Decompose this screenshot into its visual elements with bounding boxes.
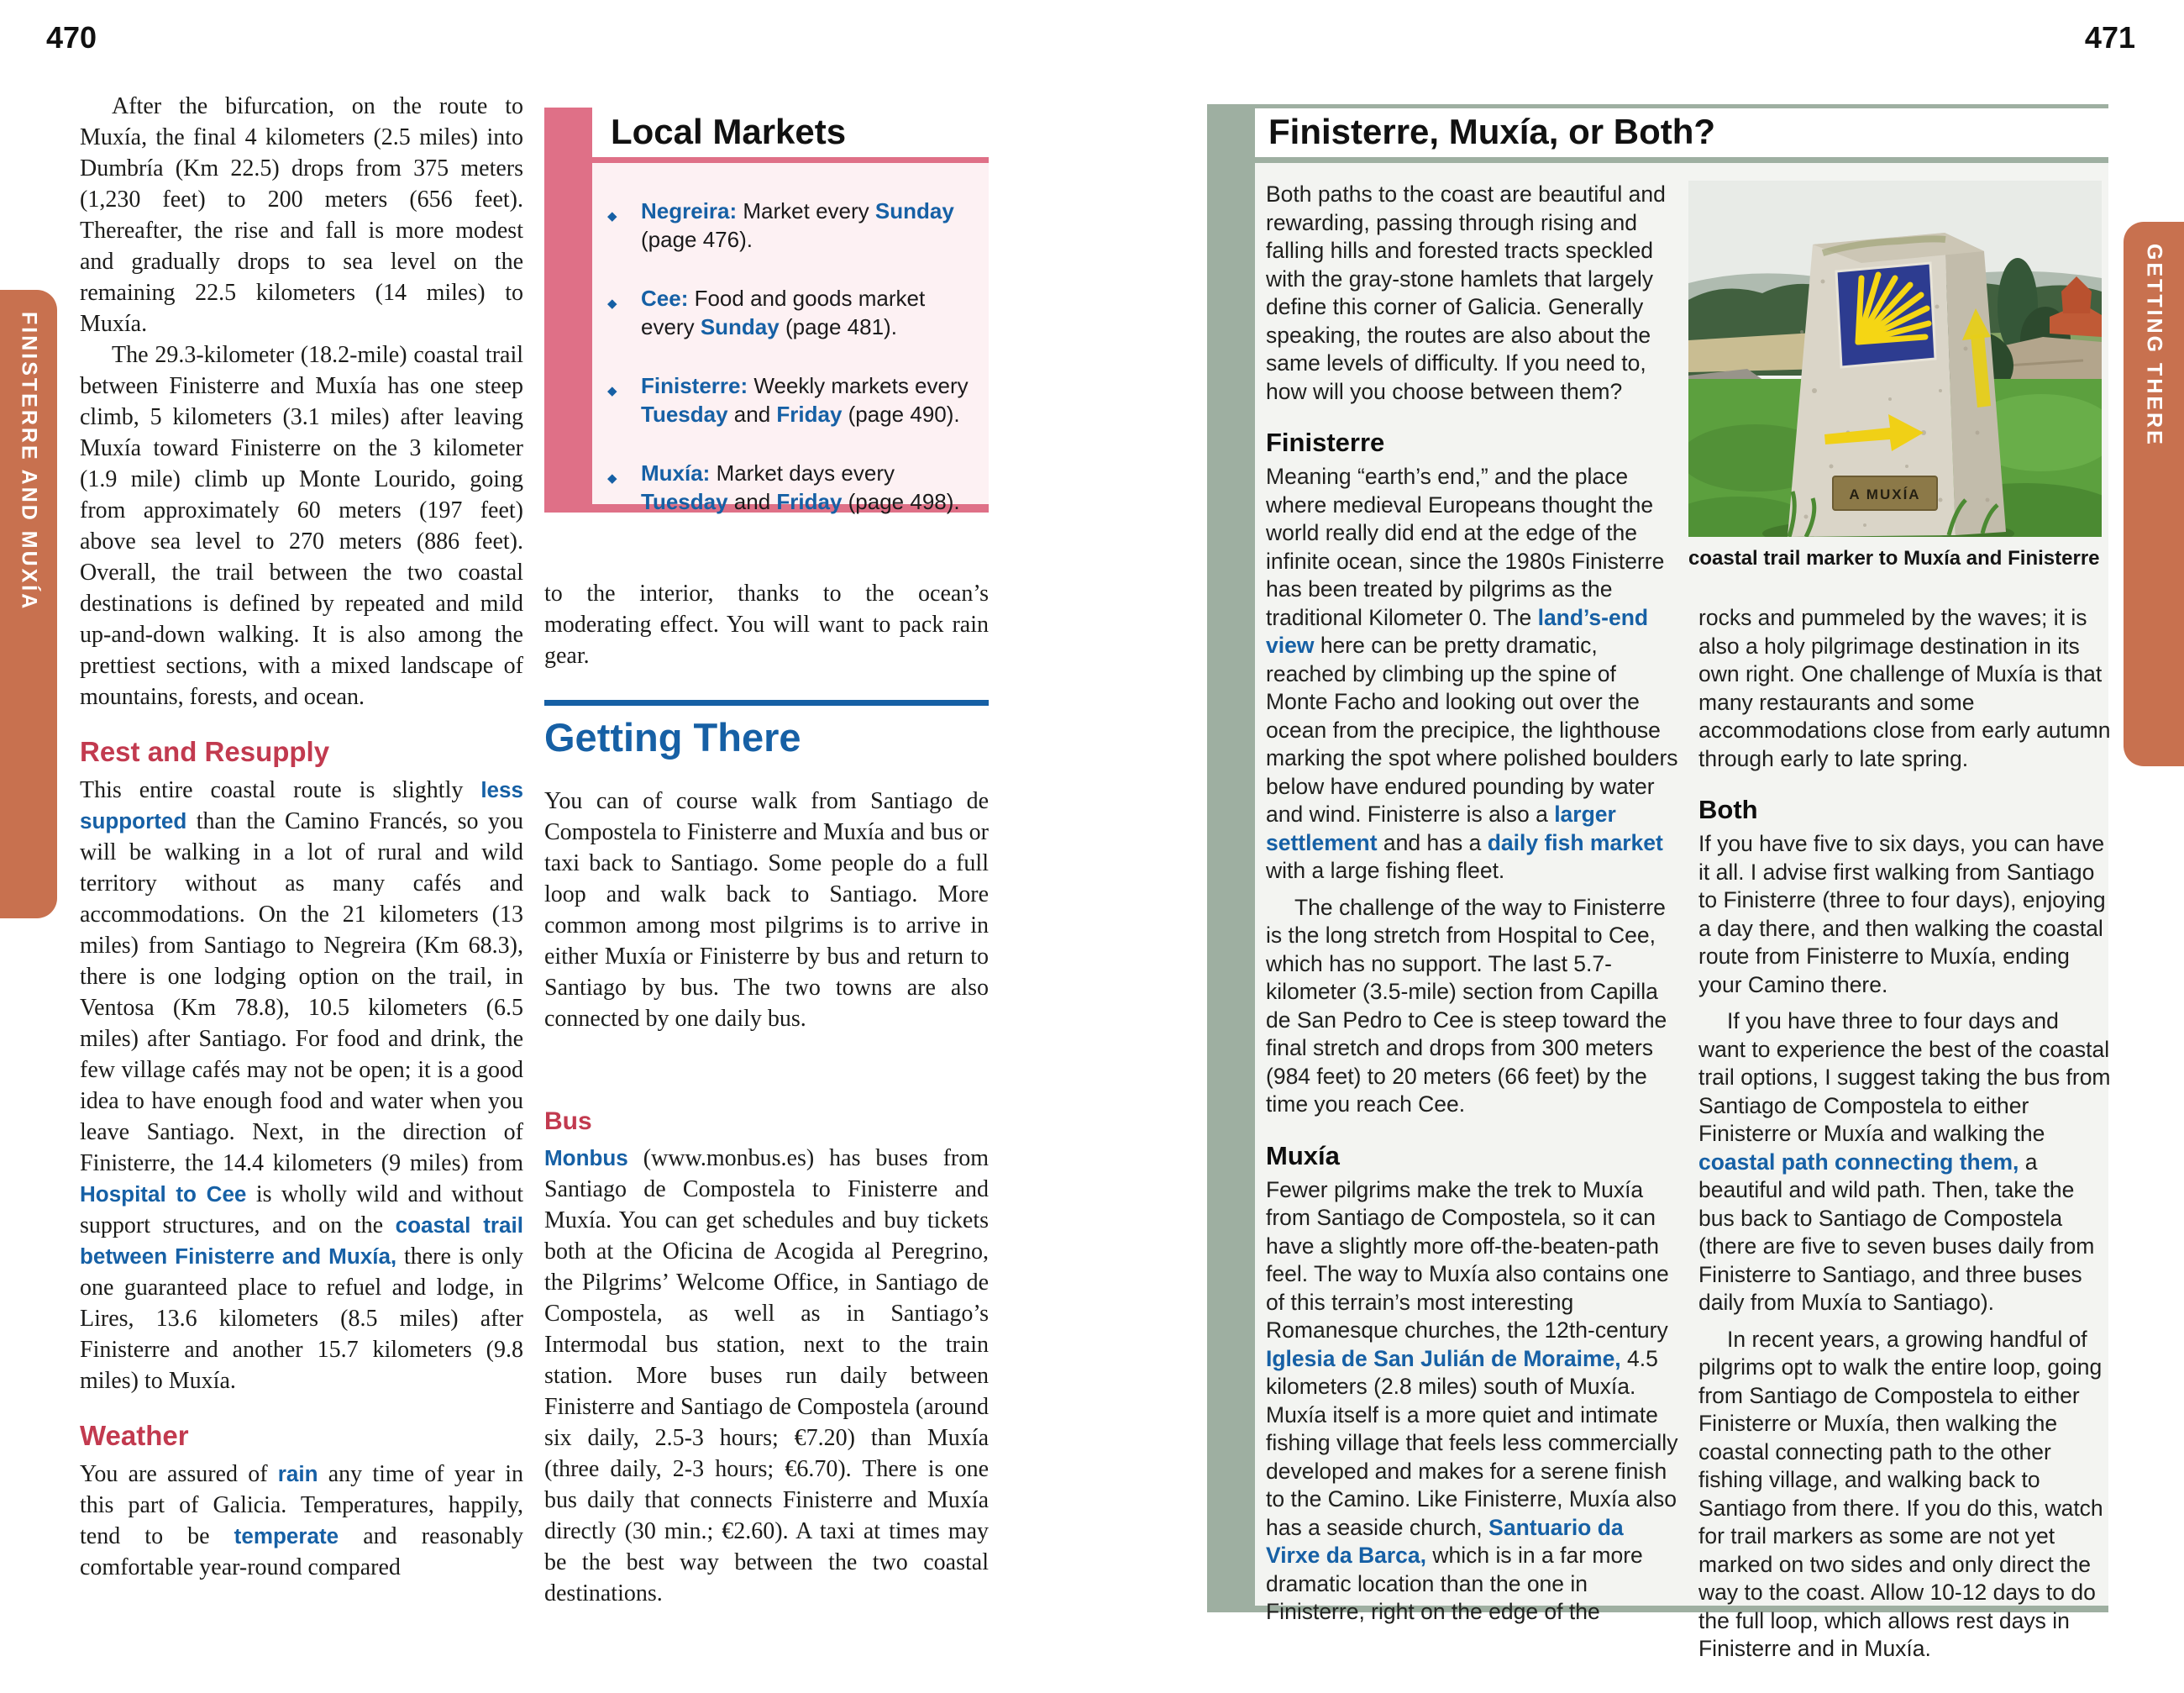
- left-page-column-1: [80, 91, 523, 1583]
- box-header: [1255, 108, 2108, 157]
- section-heading-getting-there: Getting There: [544, 715, 801, 760]
- box-title-rule: [1255, 157, 2108, 163]
- keyword-highlight: land’s-end view: [1266, 604, 1649, 658]
- keyword-highlight: Iglesia de San Julián de Moraime,: [1266, 1345, 1621, 1371]
- text-run: 4.5 kilometers (2.8 miles) south of Muxía. Muxía itself is a more quiet and intimate fishing village that feels less commercially developed and makes for a serene finish to the Camino. Like Finisterre, Muxía also has a seaside church,: [1266, 1345, 1678, 1540]
- trail-marker-photo: [1688, 181, 2102, 537]
- keyword-highlight: daily fish market: [1487, 829, 1663, 855]
- callout-accent-bar: [544, 108, 592, 504]
- body-paragraph: After the bifurcation, on the route to Muxía, the final 4 kilometers (2.5 miles) into Dumbría (Km 22.5) drops from 375 meters (1,230 feet) to 200 meters (656 feet). Thereafter, the rise and fall is more modest and gradually drops to sea level on the remaining 22.5 kilometers (14 miles) to Muxía.: [80, 93, 523, 337]
- list-item-text: [641, 373, 969, 427]
- body-paragraph: [80, 1459, 523, 1583]
- photo-caption: coastal trail marker to Muxía and Finisterre: [1688, 547, 2100, 570]
- text-run: (page 498).: [842, 489, 960, 514]
- plaque-text: A MUXÍA: [1849, 486, 1921, 502]
- body-paragraph: [544, 1143, 989, 1609]
- keyword-highlight: larger settlement: [1266, 802, 1616, 855]
- callout-header: [592, 108, 989, 157]
- text-run: here can be pretty dramatic, reached by climbing up the spine of Monte Facho and looking out over the ocean from the precipice, the lighthouse marking the spot where polished boulders below have endured pounding by water and wind. Finisterre is also a: [1266, 633, 1678, 827]
- finisterre-muxia-or-both-box: [1207, 104, 2111, 1661]
- text-run: there is only one guaranteed place to refuel and lodge, in Lires, 13.6 kilometers (8.5 miles) after Finisterre and another 15.7 kilometers (9.8 miles) to Muxía.: [80, 1243, 523, 1394]
- diamond-bullet-icon: ◆: [607, 209, 617, 223]
- box-column-right: [1688, 181, 2112, 1672]
- text-run: which is in a far more dramatic location than the one in Finisterre, right on the edge of the: [1266, 1543, 1643, 1624]
- box-paragraph: [1698, 1007, 2112, 1317]
- text-run: Food and goods market every: [641, 286, 926, 339]
- markets-list: [592, 197, 989, 516]
- text-run: Market days every: [710, 460, 895, 486]
- list-item-text: [641, 198, 954, 252]
- text-run: any time of year in this part of Galicia. Temperatures, happily, tend to be: [80, 1461, 523, 1549]
- keyword-highlight: coastal path connecting them,: [1698, 1149, 2019, 1175]
- diamond-bullet-icon: ◆: [607, 384, 617, 398]
- bus-paragraph: [544, 1143, 989, 1609]
- text-run: You are assured of: [80, 1461, 278, 1487]
- keyword-highlight: Tuesday: [641, 402, 728, 427]
- keyword-highlight: rain: [277, 1461, 318, 1486]
- list-item: [592, 284, 989, 341]
- section-tab-getting-there: [2124, 222, 2184, 766]
- box-paragraph: [1266, 1176, 1681, 1627]
- page-number-right: 471: [2084, 20, 2135, 55]
- keyword-highlight: temperate: [234, 1523, 339, 1548]
- keyword-highlight: coastal trail between Finisterre and Muxía,: [80, 1212, 523, 1269]
- box-column-left: [1266, 181, 1681, 1635]
- text-run: a beautiful and wild path. Then, take the bus back to Santiago de Compostela (there are five to seven buses daily from Finisterre to Santiago, and three buses daily from Muxía to Santiago).: [1698, 1149, 2095, 1315]
- keyword-highlight: Friday: [776, 402, 843, 427]
- text-run: and reasonably comfortable year-round compared: [80, 1523, 523, 1580]
- box-paragraph: Both paths to the coast are beautiful and rewarding, passing through rising and falling hills and forested tracts speckled with the gray-stone hamlets that largely define this corner of Galicia. Generally speaking, the routes are also about the same levels of difficulty. If you need to, how will you choose between them?: [1266, 181, 1666, 404]
- subheading-bus: Bus: [544, 1107, 592, 1135]
- diamond-bullet-icon: ◆: [607, 471, 617, 486]
- keyword-highlight: Muxía:: [641, 460, 711, 486]
- box-paragraph: In recent years, a growing handful of pilgrims opt to walk the entire loop, going from Santiago de Compostela to either Finisterre or Muxía, then walking the coastal connecting path to the other fishing village, and walking back to Santiago from there. If you do this, watch for trail markers as some are not yet marked on two sides and only direct the way to the coast. Allow 10-12 days to do the full loop, which allows rest days in Finisterre and in Muxía.: [1698, 1326, 2103, 1661]
- left-page-column-2-continuation: [544, 578, 989, 671]
- box-paragraph: If you have five to six days, you can have it all. I advise first walking from Santiago to Finisterre (three to four days), enjoying a day there, and then walking the coastal route from Finisterre to Muxía, ending your Camino there.: [1698, 831, 2106, 997]
- keyword-highlight: Negreira:: [641, 198, 738, 223]
- keyword-highlight: Friday: [776, 489, 843, 514]
- text-run: is wholly wild and without support structures, and on the: [80, 1181, 523, 1238]
- page-number-left: 470: [46, 20, 97, 55]
- getting-there-paragraph: [544, 786, 989, 1034]
- chapter-tab-finisterre-and-muxia: [0, 290, 57, 918]
- keyword-highlight: less supported: [80, 777, 523, 833]
- keyword-highlight: Cee:: [641, 286, 689, 311]
- keyword-highlight: Finisterre:: [641, 373, 748, 398]
- text-run: and: [727, 489, 777, 514]
- callout-title-rule: [592, 157, 989, 163]
- diamond-bullet-icon: ◆: [607, 297, 617, 311]
- box-subheading-muxia: Muxía: [1266, 1140, 1340, 1170]
- callout-title: Local Markets: [611, 112, 847, 151]
- list-item-text: [641, 286, 925, 339]
- text-run: Market every: [737, 198, 875, 223]
- box-paragraph: rocks and pummeled by the waves; it is also a holy pilgrimage destination in its own right. One challenge of Muxía is that many restaurants and some accommodations close from early autumn through early to late spring.: [1698, 605, 2111, 771]
- keyword-highlight: Tuesday: [641, 489, 728, 514]
- keyword-highlight: Sunday: [700, 314, 780, 339]
- box-paragraph: The challenge of the way to Finisterre is the long stretch from Hospital to Cee, which has no support. The last 5.7-kilometer (3.5-mile) section from Capilla de San Pedro to Cee is steep toward the final stretch and drops from 300 meters (984 feet) to 20 meters (66 feet) by the time you reach Cee.: [1266, 894, 1667, 1117]
- subheading-weather: Weather: [80, 1420, 189, 1451]
- box-title: Finisterre, Muxía, or Both?: [1268, 112, 1716, 151]
- text-run: (page 490).: [842, 402, 960, 427]
- text-run: Fewer pilgrims make the trek to Muxía from Santiago de Compostela, so it can have a slightly more off-the-beaten-path feel. The way to Muxía also contains one of this terrain’s most interesting Romanesque churches, the 12th-century: [1266, 1176, 1669, 1343]
- list-item-text: [641, 460, 960, 514]
- box-subheading-finisterre: Finisterre: [1266, 428, 1385, 457]
- text-run: If you have three to four days and want to experience the best of the coastal trail options, I suggest taking the bus from Santiago de Compostela to either Finisterre or Muxía and walking the: [1698, 1008, 2111, 1146]
- callout-body: [592, 163, 989, 514]
- chapter-tab-label: FINISTERRE AND MUXÍA: [17, 312, 41, 612]
- section-rule: [544, 700, 989, 706]
- body-paragraph: to the interior, thanks to the ocean’s moderating effect. You will want to pack rain gear.: [544, 581, 989, 669]
- text-run: (page 476).: [641, 227, 753, 252]
- text-run: Meaning “earth’s end,” and the place where medieval Europeans thought the world really did end at the edge of the infinite ocean, since the 1980s Finisterre has been treated by pilgrims as the traditional Kilometer 0. The: [1266, 464, 1665, 630]
- text-run: with a large fishing fleet.: [1266, 858, 1505, 883]
- box-accent-bar: [1207, 108, 1255, 1606]
- keyword-highlight: Hospital to Cee: [80, 1181, 247, 1207]
- body-paragraph: The 29.3-kilometer (18.2-mile) coastal trail between Finisterre and Muxía has one steep climb, 5 kilometers (3.1 miles) after leaving Muxía toward Finisterre on the 3 kilometer (1.9 mile) climb up Monte Lourido, going from approximately 60 meters (197 feet) above sea level to 270 meters (886 feet). Overall, the trail between the two coastal destinations is defined by repeated and mild up-and-down walking. It is also among the prettiest sections, with a mixed landscape of mountains, forests, and ocean.: [80, 342, 523, 710]
- list-item: [592, 197, 989, 254]
- keyword-highlight: Sunday: [874, 198, 954, 223]
- text-run: Weekly markets every: [748, 373, 969, 398]
- keyword-highlight: Monbus: [544, 1145, 628, 1170]
- section-tab-label: GETTING THERE: [2142, 244, 2166, 447]
- box-paragraph: [1266, 463, 1681, 886]
- box-subheading-both: Both: [1698, 795, 1758, 824]
- text-run: and: [727, 402, 777, 427]
- text-run: and has a: [1377, 829, 1488, 855]
- list-item: [592, 371, 989, 429]
- text-run: This entire coastal route is slightly: [80, 777, 481, 803]
- text-run: (www.monbus.es) has buses from Santiago de Compostela to Finisterre and Muxía. You can get schedules and buy tickets both at the Oficina de Acogida al Peregrino, the Pilgrims’ Welcome Office, in Santiago de Compostela, as well as in Santiago’s Intermodal bus station, next to the train station. More buses run daily between Finisterre and Santiago de Compostela (around six daily, 2.5-3 hours; €7.20) than Muxía (three daily, 2-3 hours; €6.70). There is one bus daily that connects Finisterre and Muxía directly (30 min.; €2.60). A taxi at times may be the best way between the two coastal destinations.: [544, 1145, 989, 1606]
- text-run: (page 481).: [779, 314, 897, 339]
- text-run: than the Camino Francés, so you will be walking in a lot of rural and wild territory without as many cafés and accommodations. On the 21 kilometers (13 miles) from Santiago to Negreira (Km 68.3), there is one lodging option on the trail, in Ventosa (Km 78.8), 10.5 kilometers (6.5 miles) after Santiago. For food and drink, the few village cafés may not be open; it is a good idea to have enough food and water when you leave Santiago. Next, in the direction of Finisterre, the 14.4 kilometers (9 miles) from: [80, 808, 523, 1176]
- keyword-highlight: Santuario da Virxe da Barca,: [1266, 1514, 1624, 1568]
- local-markets-callout-box: [544, 108, 989, 513]
- body-paragraph: You can of course walk from Santiago de Compostela to Finisterre and Muxía and bus or taxi back to Santiago. Some people do a full loop and walk back to Santiago. More common among most pilgrims is to arrive in either Muxía or Finisterre by bus and return to Santiago by bus. The two towns are also connected by one daily bus.: [544, 788, 989, 1032]
- subheading-rest-and-resupply: Rest and Resupply: [80, 736, 330, 767]
- list-item: [592, 459, 989, 516]
- body-paragraph: [80, 775, 523, 1396]
